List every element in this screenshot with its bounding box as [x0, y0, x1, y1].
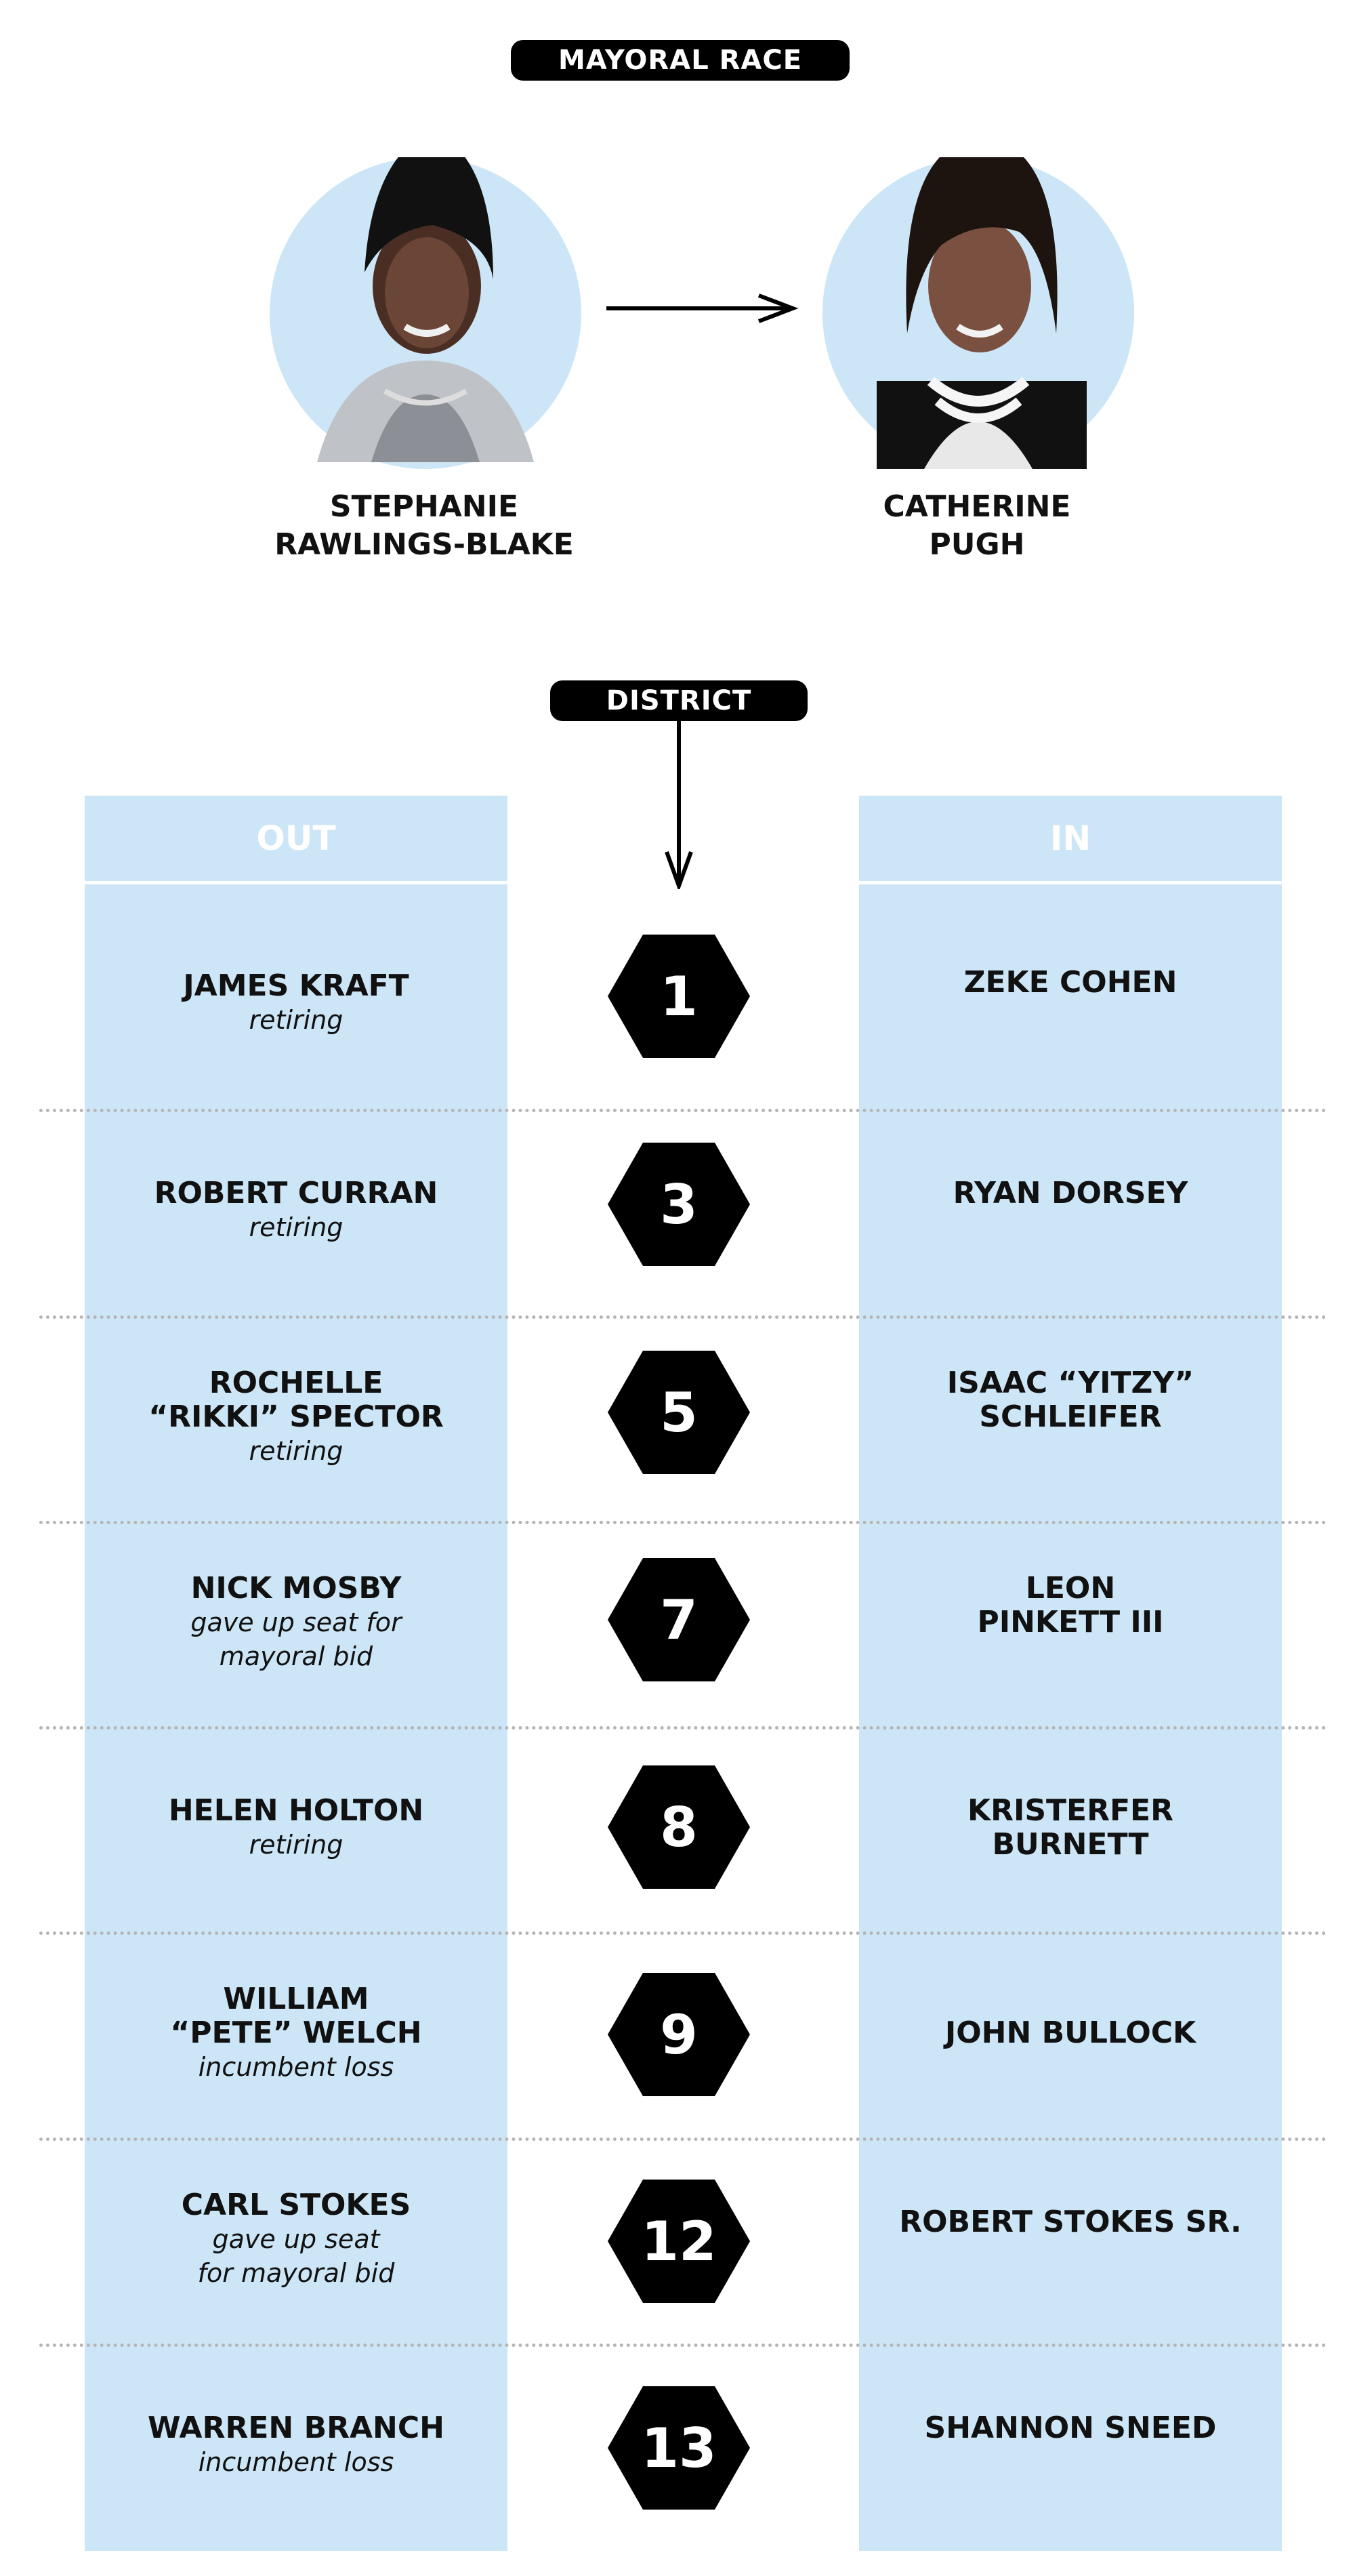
out-name: ROCHELLE “RIKKI” SPECTOR	[148, 1366, 444, 1434]
out-name: HELEN HOLTON	[168, 1793, 424, 1828]
in-cell	[859, 2138, 1282, 2307]
out-status: retiring	[249, 1212, 343, 1242]
out-name: WARREN BRANCH	[148, 2411, 444, 2445]
in-cell	[859, 1109, 1282, 1278]
district-number: 7	[660, 1588, 698, 1652]
in-name: RYAN DORSEY	[953, 1176, 1188, 1210]
in-name: ROBERT STOKES SR.	[899, 2205, 1242, 2239]
outgoing-mayor-name: STEPHANIE RAWLINGS-BLAKE	[274, 489, 574, 562]
in-name: JOHN BULLOCK	[944, 2016, 1196, 2050]
district-number: 5	[660, 1381, 698, 1444]
in-cell	[859, 901, 1282, 1064]
district-number: 9	[660, 2003, 698, 2066]
district-number: 1	[660, 964, 698, 1028]
in-cell	[859, 1521, 1282, 1690]
district-badge	[608, 1765, 750, 1889]
out-cell	[85, 901, 507, 1105]
incoming-mayor-name: CATHERINE PUGH	[883, 489, 1071, 562]
district-number: 8	[660, 1795, 698, 1859]
district-number: 12	[641, 2209, 717, 2273]
in-cell	[859, 1315, 1282, 1485]
out-name: WILLIAM “PETE” WELCH	[170, 1982, 422, 2050]
out-status: gave up seat for mayoral bid	[197, 2224, 395, 2288]
in-name: KRISTERFER BURNETT	[967, 1793, 1173, 1862]
district-badge	[608, 1973, 750, 2096]
district-arrow	[659, 720, 699, 889]
succession-arrow	[603, 291, 799, 325]
incoming-mayor-portrait	[822, 157, 1134, 469]
district-badge	[608, 1351, 750, 1474]
district-label: DISTRICT	[550, 680, 808, 721]
in-cell	[859, 1931, 1282, 2135]
out-column-header: OUT	[256, 819, 336, 858]
out-status: retiring	[249, 1436, 343, 1466]
district-badge	[608, 1143, 750, 1266]
in-name: LEON PINKETT III	[977, 1571, 1164, 1639]
district-badge	[608, 935, 750, 1058]
district-badge	[608, 2180, 750, 2303]
portrait-woman-icon	[270, 157, 581, 469]
out-name: JAMES KRAFT	[183, 968, 409, 1003]
outgoing-mayor-portrait	[270, 157, 581, 469]
in-cell	[859, 2344, 1282, 2513]
in-name: ZEKE COHEN	[963, 965, 1177, 1000]
in-column-header: IN	[1049, 819, 1091, 858]
out-cell	[85, 1315, 507, 1519]
out-cell	[85, 2344, 507, 2547]
out-cell	[85, 2138, 507, 2341]
mayoral-race-label: MAYORAL RACE	[511, 40, 850, 81]
out-cell	[85, 1726, 507, 1929]
out-status: incumbent loss	[198, 2447, 394, 2477]
out-cell	[85, 1109, 507, 1312]
in-name: ISAAC “YITZY” SCHLEIFER	[946, 1366, 1194, 1434]
district-number: 13	[641, 2416, 717, 2480]
out-status: retiring	[249, 1830, 343, 1860]
out-status: incumbent loss	[198, 2052, 394, 2082]
district-number: 3	[660, 1172, 698, 1236]
out-name: NICK MOSBY	[190, 1571, 402, 1606]
district-badge	[608, 2386, 750, 2510]
out-cell	[85, 1931, 507, 2135]
out-header-rule	[85, 881, 507, 884]
portrait-woman-icon	[822, 157, 1134, 469]
in-header-rule	[859, 881, 1282, 884]
out-name: CARL STOKES	[181, 2188, 411, 2222]
out-status: retiring	[249, 1005, 343, 1035]
in-name: SHANNON SNEED	[924, 2411, 1217, 2445]
out-cell	[85, 1521, 507, 1724]
out-name: ROBERT CURRAN	[154, 1176, 438, 1210]
out-status: gave up seat for mayoral bid	[190, 1608, 402, 1671]
in-cell	[859, 1726, 1282, 1929]
district-badge	[608, 1558, 750, 1681]
